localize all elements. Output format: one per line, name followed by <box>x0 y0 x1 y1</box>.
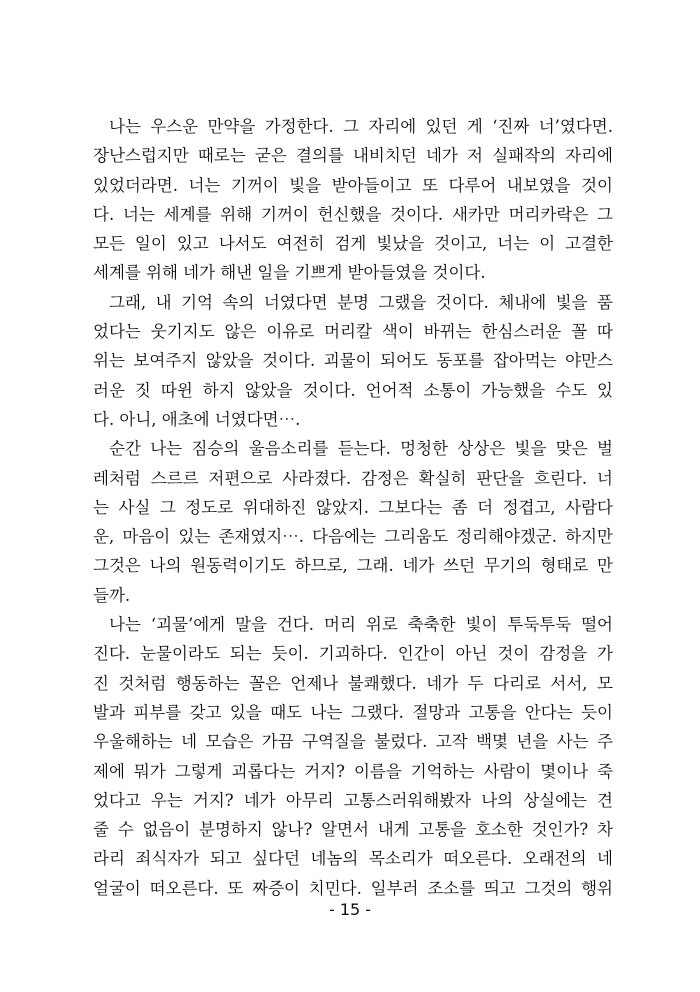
text-line: 모든 일이 있고 나서도 여전히 검게 빛났을 것이고, 너는 이 고결한 <box>93 234 613 254</box>
text-line: 진 것처럼 행동하는 꼴은 언제나 불쾌했다. 네가 두 다리로 서서, 모 <box>93 673 613 693</box>
text-line: 있었더라면. 너는 기꺼이 빛을 받아들이고 또 다루어 내보였을 것이 <box>93 175 613 195</box>
text-line: 진다. 눈물이라도 되는 듯이. 기괴하다. 인간이 아닌 것이 감정을 가 <box>93 644 613 664</box>
text-line: 발과 피부를 갖고 있을 때도 나는 그랬다. 절망과 고통을 안다는 듯이 <box>93 702 613 722</box>
text-line: 나는 ‘괴물’에게 말을 건다. 머리 위로 축축한 빛이 투둑투둑 떨어 <box>109 615 613 635</box>
text-line: 들까. <box>93 585 131 605</box>
text-line: 레처럼 스르르 저편으로 사라졌다. 감정은 확실히 판단을 흐린다. 너 <box>93 468 613 488</box>
text-line: 그것은 나의 원동력이기도 하므로, 그래. 네가 쓰던 무기의 형태로 만 <box>93 556 613 576</box>
text-line: 나는 우스운 만약을 가정한다. 그 자리에 있던 게 ‘진짜 너’였다면. <box>109 117 613 136</box>
text-line: 다. 너는 세계를 위해 기꺼이 헌신했을 것이다. 새카만 머리카락은 그 <box>93 204 613 224</box>
text-line: 세계를 위해 네가 해낸 일을 기쁘게 받아들였을 것이다. <box>93 263 486 283</box>
text-line: 장난스럽지만 때로는 굳은 결의를 내비치던 네가 저 실패작의 자리에 <box>93 146 613 166</box>
text-line: 었다는 웃기지도 않은 이유로 머리칼 색이 바뀌는 한심스러운 꼴 따 <box>93 322 613 342</box>
body-text <box>93 112 613 903</box>
text-line: 다. 아니, 애초에 너였다면⋯. <box>93 409 301 429</box>
text-line: 운, 마음이 있는 존재였지⋯. 다음에는 그리움도 정리해야겠군. 하지만 <box>93 527 613 547</box>
text-line: 제에 뭐가 그렇게 괴롭다는 거지? 이름을 기억하는 사람이 몇이나 죽 <box>93 761 613 781</box>
page-number: - 15 - <box>328 900 372 919</box>
text-line: 러운 짓 따윈 하지 않았을 것이다. 언어적 소통이 가능했을 수도 있 <box>93 380 613 400</box>
text-line: 라리 죄식자가 되고 싶다던 네놈의 목소리가 떠오른다. 오래전의 네 <box>93 849 613 869</box>
text-line: 줄 수 없음이 분명하지 않나? 알면서 내게 고통을 호소한 것인가? 차 <box>93 820 613 840</box>
text-line: 었다고 우는 거지? 네가 아무리 고통스러워해봤자 나의 상실에는 견 <box>93 790 613 810</box>
text-line: 그래, 내 기억 속의 너였다면 분명 그랬을 것이다. 체내에 빛을 품 <box>109 292 613 312</box>
text-line: 순간 나는 짐승의 울음소리를 듣는다. 멍청한 상상은 빛을 맞은 벌 <box>109 439 613 459</box>
text-line: 는 사실 그 정도로 위대하진 않았지. 그보다는 좀 더 정겹고, 사람다 <box>93 497 613 517</box>
text-line: 얼굴이 떠오른다. 또 짜증이 치민다. 일부러 조소를 띄고 그것의 행위 <box>93 878 613 898</box>
text-line: 우울해하는 네 모습은 가끔 구역질을 불렀다. 고작 백몇 년을 사는 주 <box>93 732 613 752</box>
text-line: 위는 보여주지 않았을 것이다. 괴물이 되어도 동포를 잡아먹는 야만스 <box>93 351 613 371</box>
